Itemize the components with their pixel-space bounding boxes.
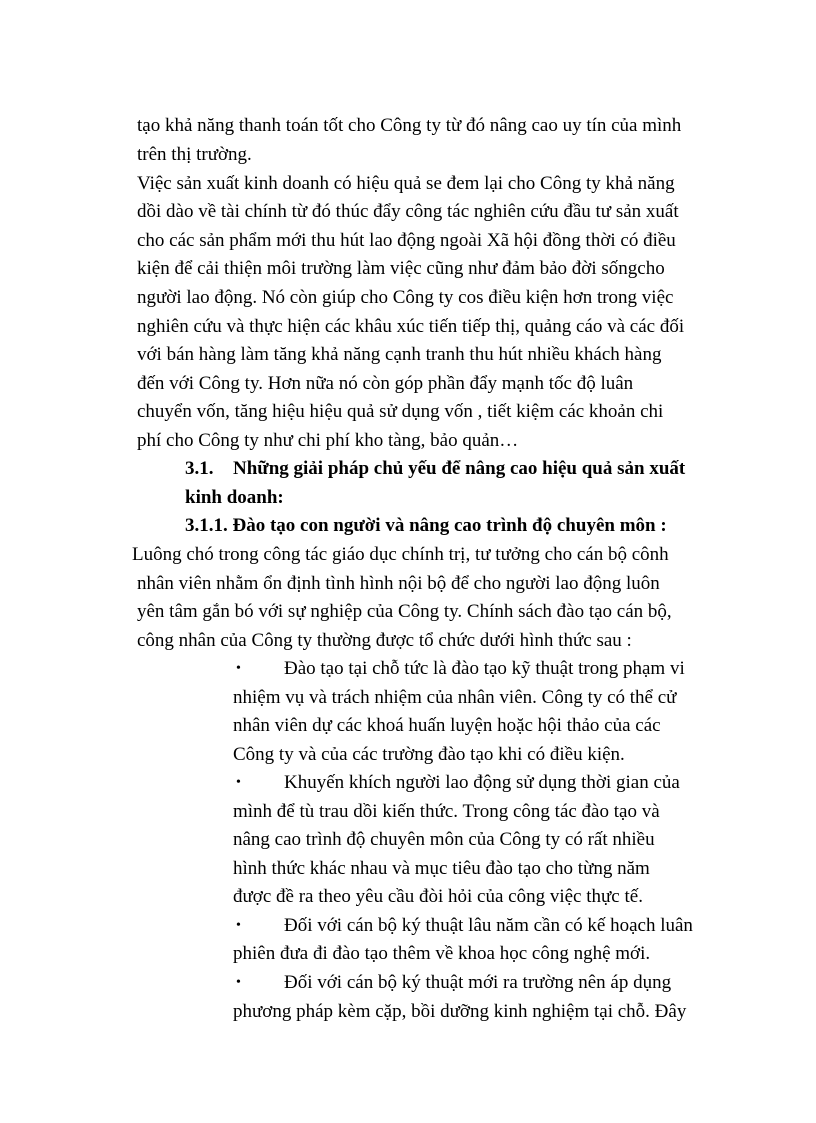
bullet-icon: • xyxy=(236,975,241,990)
paragraph-line: đến với Công ty. Hơn nữa nó còn góp phần đẩy mạnh tốc độ luân xyxy=(137,373,634,394)
section-number: 3.1. xyxy=(185,458,214,479)
bullet-line: được đề ra theo yêu cầu đòi hỏi của công việc thực tế. xyxy=(233,886,643,907)
paragraph-line: Việc sản xuất kinh doanh có hiệu quả se đem lại cho Công ty khả năng xyxy=(137,173,675,194)
bullet-line: phương pháp kèm cặp, bồi dưỡng kinh nghiệm tại chỗ. Đây xyxy=(233,1001,687,1022)
bullet-line: Đào tạo tại chỗ tức là đào tạo kỹ thuật trong phạm vi xyxy=(284,658,685,679)
bullet-line: nhân viên dự các khoá huấn luyện hoặc hội thảo của các xyxy=(233,715,661,736)
bullet-line: Công ty và của các trường đào tạo khi có điều kiện. xyxy=(233,744,625,765)
bullet-line: phiên đưa đi đào tạo thêm về khoa học công nghệ mới. xyxy=(233,943,651,964)
bullet-line: Khuyến khích người lao động sử dụng thời gian của xyxy=(284,772,680,793)
paragraph-line: yên tâm gắn bó với sự nghiệp của Công ty. Chính sách đào tạo cán bộ, xyxy=(137,601,672,622)
intro-line: tạo khả năng thanh toán tốt cho Công ty từ đó nâng cao uy tín của mình xyxy=(137,115,682,136)
bullet-line: nhiệm vụ và trách nhiệm của nhân viên. Công ty có thể cử xyxy=(233,687,677,708)
paragraph-line: với bán hàng làm tăng khả năng cạnh tranh thu hút nhiều khách hàng xyxy=(137,344,662,365)
bullet-line: mình để tù trau dồi kiến thức. Trong công tác đào tạo và xyxy=(233,801,660,822)
paragraph-line: người lao động. Nó còn giúp cho Công ty cos điều kiện hơn trong việc xyxy=(137,287,674,308)
bullet-icon: • xyxy=(236,775,241,790)
subsection-heading: 3.1.1. Đào tạo con người và nâng cao trình độ chuyên môn : xyxy=(185,515,667,536)
paragraph-line: nhân viên nhằm ổn định tình hình nội bộ để cho người lao động luôn xyxy=(137,573,660,594)
paragraph-line: phí cho Công ty như chi phí kho tàng, bảo quản… xyxy=(137,430,519,451)
paragraph-line: dồi dào về tài chính từ đó thúc đẩy công tác nghiên cứu đầu tư sản xuất xyxy=(137,201,679,222)
bullet-line: Đối với cán bộ ký thuật lâu năm cần có kế hoạch luân xyxy=(284,915,693,936)
paragraph-line: cho các sản phẩm mới thu hút lao động ngoài Xã hội đồng thời có điều xyxy=(137,230,676,251)
section-heading: kinh doanh: xyxy=(185,487,284,508)
bullet-line: nâng cao trình độ chuyên môn của Công ty có rất nhiều xyxy=(233,829,655,850)
paragraph-line: nghiên cứu và thực hiện các khâu xúc tiến tiếp thị, quảng cáo và các đối xyxy=(137,316,685,337)
bullet-icon: • xyxy=(236,918,241,933)
bullet-icon: • xyxy=(236,661,241,676)
paragraph-line: Luông chó trong công tác giáo dục chính trị, tư tưởng cho cán bộ cônh xyxy=(132,544,669,565)
paragraph-line: kiện để cải thiện môi trường làm việc cũng như đảm bảo đời sốngcho xyxy=(137,258,665,279)
section-heading: Những giải pháp chủ yếu để nâng cao hiệu quả sản xuất xyxy=(233,458,686,479)
bullet-line: hình thức khác nhau và mục tiêu đào tạo cho từng năm xyxy=(233,858,650,879)
paragraph-line: công nhân của Công ty thường được tổ chức dưới hình thức sau : xyxy=(137,630,632,651)
paragraph-line: chuyển vốn, tăng hiệu hiệu quả sử dụng vốn , tiết kiệm các khoản chi xyxy=(137,401,664,422)
intro-line: trên thị trường. xyxy=(137,144,252,165)
bullet-line: Đối với cán bộ ký thuật mới ra trường nên áp dụng xyxy=(284,972,672,993)
